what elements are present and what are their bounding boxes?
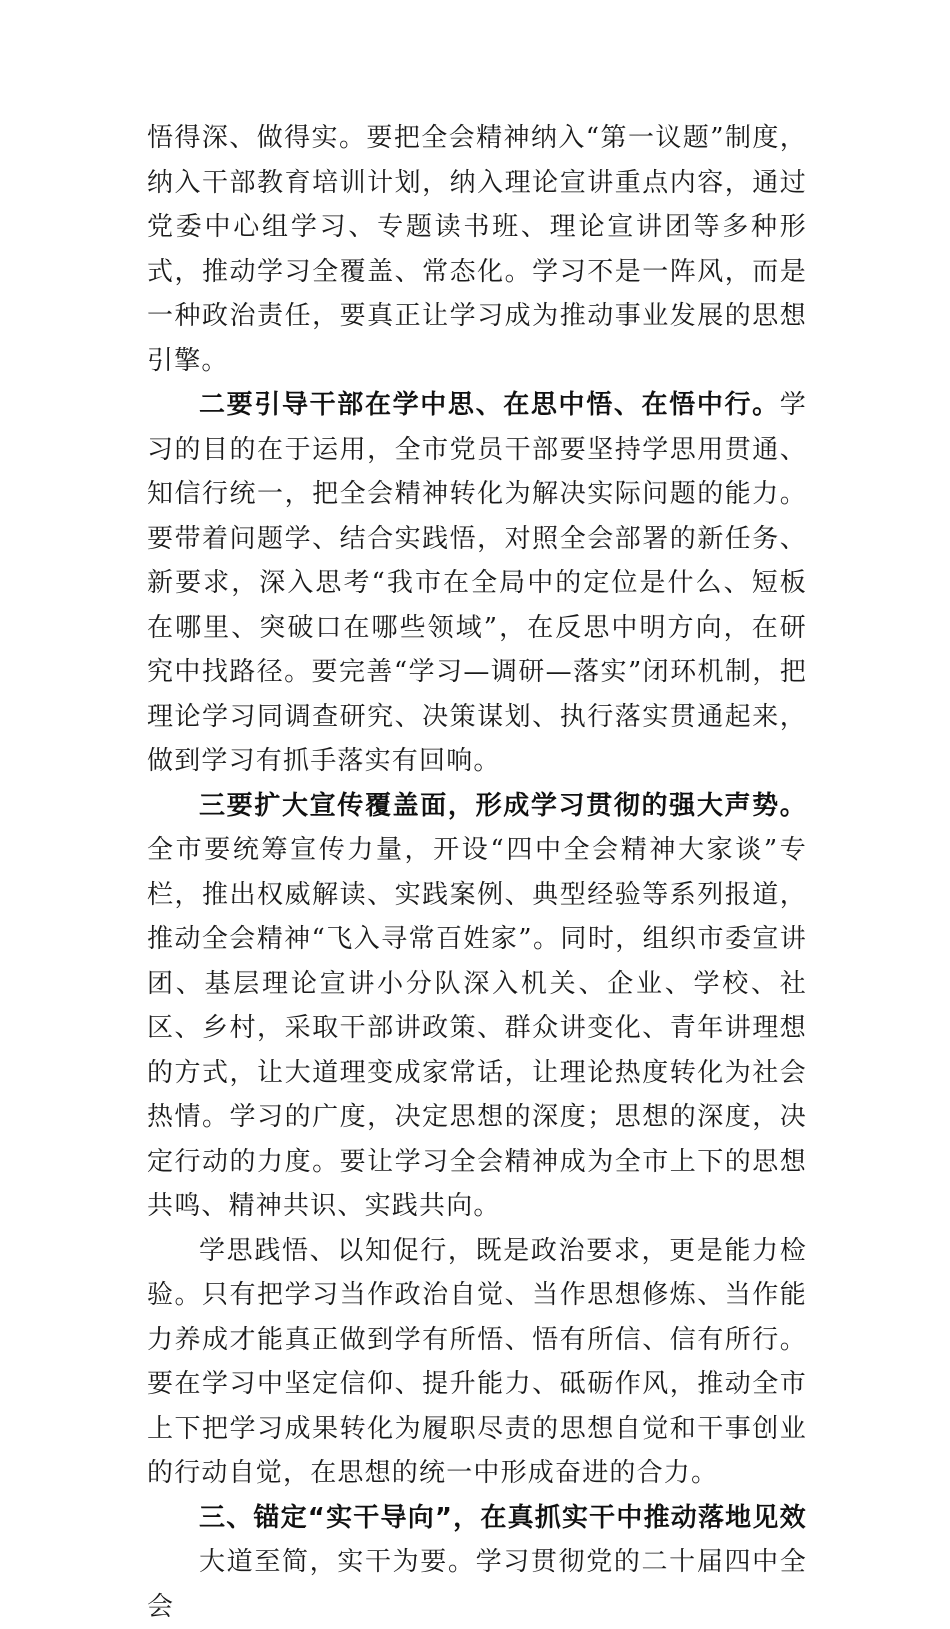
paragraph-lead-bold: 三要扩大宣传覆盖面，形成学习贯彻的强大声势。 <box>199 790 807 821</box>
paragraph-final <box>147 1540 807 1629</box>
paragraph-point-two <box>147 383 807 784</box>
paragraph-text: 全市要统筹宣传力量，开设“四中全会精神大家谈”专栏，推出权威解读、实践案例、典型经验等系列报道，推动全会精神“飞入寻常百姓家”。同时，组织市委宣讲团、基层理论宣讲小分队深入机关、企业、学校、社区、乡村，采取干部讲政策、群众讲变化、青年讲理想的方式，让大道理变成家常话，让理论热度转化为社会热情。学习的广度，决定思想的深度；思想的深度，决定行动的力度。要让学习全会精神成为全市上下的思想共鸣、精神共识、实践共向。 <box>147 835 807 1221</box>
paragraph-text: 大道至简，实干为要。学习贯彻党的二十届四中全会 <box>147 1547 807 1622</box>
paragraph-point-three <box>147 784 807 1229</box>
paragraph-summary <box>147 1229 807 1496</box>
section-heading: 三、锚定“实干导向”，在真抓实干中推动落地见效 <box>199 1502 807 1533</box>
document-body <box>147 116 807 1629</box>
paragraph-continued <box>147 116 807 383</box>
paragraph-text: 悟得深、做得实。要把全会精神纳入“第一议题”制度，纳入干部教育培训计划，纳入理论宣讲重点内容，通过党委中心组学习、专题读书班、理论宣讲团等多种形式，推动学习全覆盖、常态化。学习不是一阵风，而是一种政治责任，要真正让学习成为推动事业发展的思想引擎。 <box>147 123 807 376</box>
paragraph-text: 学思践悟、以知促行，既是政治要求，更是能力检验。只有把学习当作政治自觉、当作思想修炼、当作能力养成才能真正做到学有所悟、悟有所信、信有所行。要在学习中坚定信仰、提升能力、砥砺作风，推动全市上下把学习成果转化为履职尽责的思想自觉和干事创业的行动自觉，在思想的统一中形成奋进的合力。 <box>147 1235 807 1488</box>
paragraph-lead-bold: 二要引导干部在学中思、在思中悟、在悟中行。 <box>199 390 780 420</box>
paragraph-text: 学习的目的在于运用，全市党员干部要坚持学思用贯通、知信行统一，把全会精神转化为解决实际问题的能力。要带着问题学、结合实践悟，对照全会部署的新任务、新要求，深入思考“我市在全局中的定位是什么、短板在哪里、突破口在哪些领域”，在反思中明方向，在研究中找路径。要完善“学习—调研—落实”闭环机制，把理论学习同调查研究、决策谋划、执行落实贯通起来，做到学习有抓手落实有回响。 <box>147 390 807 776</box>
